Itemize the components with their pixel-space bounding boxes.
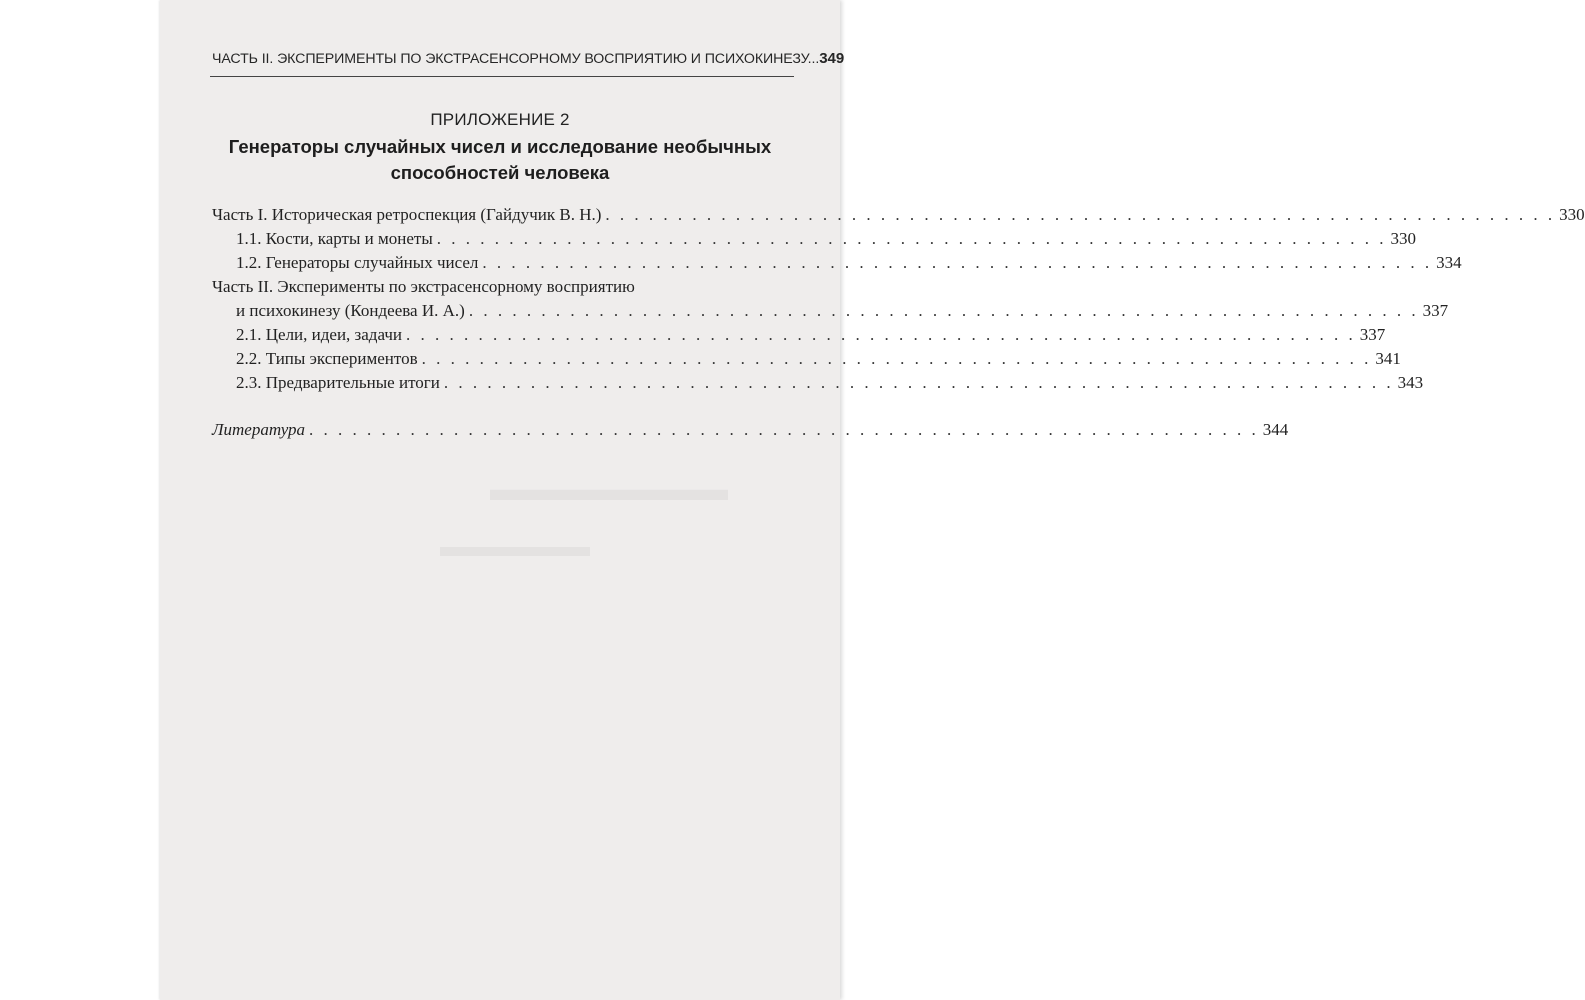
toc-entry-title: 1.1. Кости, карты и монеты [236,229,433,248]
toc-entry-2-3 [212,371,1424,395]
book-page [160,0,1585,1000]
toc-entry-part-2-line-2 [212,299,1449,323]
toc-entry-2-1 [212,323,1386,347]
toc-entry-title: Часть II. Эксперименты по экстрасенсорному восприятию [212,277,635,296]
header-rule [210,76,794,77]
toc-entry-page: 330 [1390,229,1417,248]
toc-entry-title-continued: и психокинезу (Кондеева И. А.) [236,301,465,320]
toc-entry-page: 330 [1559,205,1585,224]
running-header [212,50,845,72]
toc-entry-2-2 [212,347,1401,371]
toc-entry-page: 334 [1436,253,1462,272]
running-title: ЧАСТЬ II. ЭКСПЕРИМЕНТЫ ПО ЭКСТРАСЕНСОРНОМУ ВОСПРИЯТИЮ И ПСИХОКИНЕЗУ... [212,51,820,67]
appendix-label: ПРИЛОЖЕНИЕ 2 [430,110,570,129]
table-of-contents [212,203,1585,442]
page-number: 349 [819,50,845,67]
toc-spacer [212,395,792,418]
toc-entry-title: 2.2. Типы экспериментов [236,349,418,368]
dot-leader: . . . . . . . . . . . . . . . . . . . . . . . . . . . . . . . . . . . . . . . . . . . . . . . . . . . . . . . . . . . . . . . . . . [421,349,1372,368]
dot-leader: . . . . . . . . . . . . . . . . . . . . . . . . . . . . . . . . . . . . . . . . . . . . . . . . . . . . . . . . . . . . . . . . . . [482,253,1433,272]
dot-leader: . . . . . . . . . . . . . . . . . . . . . . . . . . . . . . . . . . . . . . . . . . . . . . . . . . . . . . . . . . . . . . . . . . [443,373,1394,392]
toc-entry-page: 341 [1375,349,1401,368]
toc-entry-title: Часть I. Историческая ретроспекция (Гайдучик В. Н.) [212,205,602,224]
toc-entry-1-1 [212,227,1417,251]
toc-entry-title: 1.2. Генераторы случайных чисел [236,253,479,272]
toc-entry-title: 2.1. Цели, идеи, задачи [236,325,402,344]
dot-leader: . . . . . . . . . . . . . . . . . . . . . . . . . . . . . . . . . . . . . . . . . . . . . . . . . . . . . . . . . . . . . . . . . . [605,205,1556,224]
toc-entry-title: 2.3. Предварительные итоги [236,373,440,392]
toc-entry-title: Литература [212,420,306,439]
toc-entry-page: 337 [1422,301,1449,320]
dot-leader: . . . . . . . . . . . . . . . . . . . . . . . . . . . . . . . . . . . . . . . . . . . . . . . . . . . . . . . . . . . . . . . . . . [436,229,1387,248]
toc-entry-literature [212,418,1289,442]
dot-leader: . . . . . . . . . . . . . . . . . . . . . . . . . . . . . . . . . . . . . . . . . . . . . . . . . . . . . . . . . . . . . . . . . . [468,301,1419,320]
dot-leader: . . . . . . . . . . . . . . . . . . . . . . . . . . . . . . . . . . . . . . . . . . . . . . . . . . . . . . . . . . . . . . . . . . [405,325,1356,344]
toc-entry-part-1 [212,203,1585,227]
show-through-decoration [440,530,590,564]
appendix-title: Генераторы случайных чисел и исследование необычных способностей человека [228,136,772,183]
toc-entry-1-2 [212,251,1462,275]
toc-entry-page: 343 [1397,373,1424,392]
toc-entry-part-2-line-1 [212,275,792,299]
show-through-decoration [490,470,728,509]
toc-entry-page: 344 [1262,420,1289,439]
dot-leader: . . . . . . . . . . . . . . . . . . . . . . . . . . . . . . . . . . . . . . . . . . . . . . . . . . . . . . . . . . . . . . . . . . [309,420,1259,439]
toc-entry-page: 337 [1359,325,1386,344]
